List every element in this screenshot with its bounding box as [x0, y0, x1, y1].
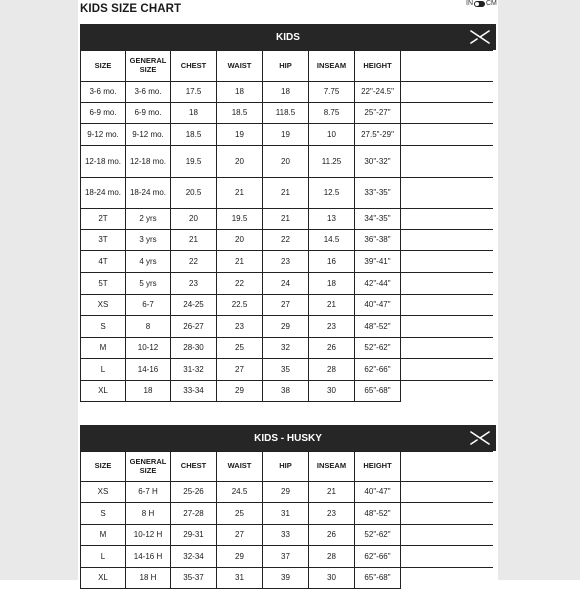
row-spacer	[401, 82, 493, 103]
cell-size: 18-24 mo.	[81, 178, 126, 209]
cell-inseam: 8.75	[309, 103, 355, 124]
cell-height: 27.5"-29"	[355, 124, 401, 146]
husky-section-header	[80, 425, 496, 451]
cell-hip: 21	[263, 178, 309, 209]
cell-size: XL	[81, 568, 126, 589]
table-row	[81, 251, 493, 273]
table-row	[81, 525, 493, 546]
cell-chest: 29-31	[171, 525, 217, 546]
cell-height: 62"-66"	[355, 546, 401, 568]
cell-inseam: 28	[309, 546, 355, 568]
cell-chest: 33-34	[171, 381, 217, 402]
row-spacer	[401, 230, 493, 251]
cell-general-size: 18 H	[126, 568, 171, 589]
cell-waist: 25	[217, 503, 263, 525]
cell-hip: 18	[263, 82, 309, 103]
cell-inseam: 21	[309, 295, 355, 316]
cell-waist: 24.5	[217, 482, 263, 503]
cell-general-size: 6-7 H	[126, 482, 171, 503]
cell-chest: 27-28	[171, 503, 217, 525]
row-spacer	[401, 381, 493, 402]
cell-waist: 22.5	[217, 295, 263, 316]
cell-height: 52"-62"	[355, 338, 401, 359]
column-header-chest: CHEST	[171, 51, 217, 82]
table-row	[81, 359, 493, 381]
row-spacer	[401, 359, 493, 381]
table-row	[81, 503, 493, 525]
cell-size: 4T	[81, 251, 126, 273]
cell-height: 39"-41"	[355, 251, 401, 273]
cell-height: 40"-47"	[355, 295, 401, 316]
table-row	[81, 178, 493, 209]
cell-hip: 27	[263, 295, 309, 316]
column-header-size: SIZE	[81, 452, 126, 482]
cell-height: 48"-52"	[355, 503, 401, 525]
cell-size: 6-9 mo.	[81, 103, 126, 124]
table-row	[81, 273, 493, 295]
cell-general-size: 3 yrs	[126, 230, 171, 251]
cell-hip: 21	[263, 209, 309, 230]
cell-chest: 25-26	[171, 482, 217, 503]
cell-waist: 27	[217, 525, 263, 546]
cell-chest: 35-37	[171, 568, 217, 589]
row-spacer	[401, 103, 493, 124]
row-spacer	[401, 178, 493, 209]
row-spacer	[401, 525, 493, 546]
brand-logo-icon	[470, 429, 490, 447]
row-spacer	[401, 568, 493, 589]
cell-size: S	[81, 316, 126, 338]
cell-height: 34"-35"	[355, 209, 401, 230]
cell-inseam: 30	[309, 568, 355, 589]
cell-waist: 31	[217, 568, 263, 589]
cell-size: M	[81, 525, 126, 546]
cell-inseam: 18	[309, 273, 355, 295]
cell-chest: 20.5	[171, 178, 217, 209]
cell-inseam: 26	[309, 525, 355, 546]
column-header-hip: HIP	[263, 51, 309, 82]
cell-waist: 20	[217, 146, 263, 178]
cell-hip: 32	[263, 338, 309, 359]
row-spacer	[401, 316, 493, 338]
column-header-size: SIZE	[81, 51, 126, 82]
cell-chest: 19.5	[171, 146, 217, 178]
unit-in-label: IN	[466, 0, 473, 7]
cell-inseam: 23	[309, 503, 355, 525]
table-row	[81, 316, 493, 338]
row-spacer	[401, 209, 493, 230]
table-row	[81, 295, 493, 316]
table-row	[81, 146, 493, 178]
cell-chest: 26-27	[171, 316, 217, 338]
row-spacer	[401, 546, 493, 568]
cell-size: 5T	[81, 273, 126, 295]
cell-general-size: 8	[126, 316, 171, 338]
cell-inseam: 13	[309, 209, 355, 230]
table-row	[81, 230, 493, 251]
cell-height: 36"-38"	[355, 230, 401, 251]
cell-waist: 21	[217, 251, 263, 273]
unit-toggle[interactable]	[466, 0, 497, 7]
cell-hip: 35	[263, 359, 309, 381]
table-row	[81, 103, 493, 124]
cell-inseam: 26	[309, 338, 355, 359]
cell-inseam: 11.25	[309, 146, 355, 178]
husky-section-title: KIDS - HUSKY	[254, 432, 322, 444]
cell-size: 9-12 mo.	[81, 124, 126, 146]
cell-general-size: 18-24 mo.	[126, 178, 171, 209]
cell-hip: 19	[263, 124, 309, 146]
cell-inseam: 16	[309, 251, 355, 273]
cell-waist: 29	[217, 546, 263, 568]
cell-waist: 18.5	[217, 103, 263, 124]
cell-general-size: 5 yrs	[126, 273, 171, 295]
cell-size: 2T	[81, 209, 126, 230]
cell-height: 25"-27"	[355, 103, 401, 124]
cell-hip: 31	[263, 503, 309, 525]
cell-inseam: 7.75	[309, 82, 355, 103]
table-row	[81, 482, 493, 503]
cell-general-size: 9-12 mo.	[126, 124, 171, 146]
row-spacer	[401, 482, 493, 503]
page-title: KIDS SIZE CHART	[80, 3, 182, 15]
cell-chest: 20	[171, 209, 217, 230]
cell-chest: 18	[171, 103, 217, 124]
cell-height: 65"-68"	[355, 381, 401, 402]
cell-size: M	[81, 338, 126, 359]
cell-waist: 22	[217, 273, 263, 295]
table-header-row	[81, 51, 493, 82]
cell-hip: 38	[263, 381, 309, 402]
cell-general-size: 14-16 H	[126, 546, 171, 568]
cell-chest: 17.5	[171, 82, 217, 103]
row-spacer	[401, 273, 493, 295]
cell-waist: 19.5	[217, 209, 263, 230]
cell-general-size: 8 H	[126, 503, 171, 525]
cell-general-size: 6-7	[126, 295, 171, 316]
table-row	[81, 124, 493, 146]
row-spacer	[401, 251, 493, 273]
husky-size-table	[80, 451, 493, 589]
cell-height: 40"-47"	[355, 482, 401, 503]
cell-inseam: 30	[309, 381, 355, 402]
row-spacer	[401, 124, 493, 146]
cell-height: 42"-44"	[355, 273, 401, 295]
cell-general-size: 3-6 mo.	[126, 82, 171, 103]
cell-general-size: 18	[126, 381, 171, 402]
cell-general-size: 4 yrs	[126, 251, 171, 273]
row-spacer	[401, 503, 493, 525]
cell-general-size: 10-12	[126, 338, 171, 359]
cell-general-size: 6-9 mo.	[126, 103, 171, 124]
kids-size-table	[80, 50, 493, 402]
cell-hip: 20	[263, 146, 309, 178]
row-spacer	[401, 146, 493, 178]
cell-general-size: 10-12 H	[126, 525, 171, 546]
table-row	[81, 209, 493, 230]
cell-waist: 29	[217, 381, 263, 402]
cell-chest: 24-25	[171, 295, 217, 316]
cell-inseam: 10	[309, 124, 355, 146]
cell-hip: 37	[263, 546, 309, 568]
cell-chest: 18.5	[171, 124, 217, 146]
column-header-height: HEIGHT	[355, 452, 401, 482]
cell-size: XL	[81, 381, 126, 402]
header-spacer	[401, 51, 493, 82]
cell-size: 12-18 mo.	[81, 146, 126, 178]
cell-height: 48"-52"	[355, 316, 401, 338]
cell-inseam: 28	[309, 359, 355, 381]
cell-waist: 20	[217, 230, 263, 251]
cell-height: 22"-24.5"	[355, 82, 401, 103]
cell-height: 30"-32"	[355, 146, 401, 178]
table-header-row	[81, 452, 493, 482]
table-row	[81, 568, 493, 589]
column-header-general-size: GENERAL SIZE	[126, 51, 171, 82]
cell-waist: 21	[217, 178, 263, 209]
cell-inseam: 23	[309, 316, 355, 338]
cell-size: S	[81, 503, 126, 525]
cell-general-size: 2 yrs	[126, 209, 171, 230]
cell-height: 33"-35"	[355, 178, 401, 209]
column-header-inseam: INSEAM	[309, 51, 355, 82]
kids-section-title: KIDS	[276, 31, 300, 43]
cell-hip: 24	[263, 273, 309, 295]
cell-chest: 28-30	[171, 338, 217, 359]
cell-height: 62"-66"	[355, 359, 401, 381]
cell-hip: 33	[263, 525, 309, 546]
cell-inseam: 12.5	[309, 178, 355, 209]
cell-hip: 23	[263, 251, 309, 273]
column-header-hip: HIP	[263, 452, 309, 482]
unit-cm-label: CM	[486, 0, 497, 7]
cell-size: 3-6 mo.	[81, 82, 126, 103]
brand-logo-icon	[470, 28, 490, 46]
cell-chest: 31-32	[171, 359, 217, 381]
cell-chest: 22	[171, 251, 217, 273]
row-spacer	[401, 338, 493, 359]
kids-section-header	[80, 24, 496, 50]
cell-waist: 23	[217, 316, 263, 338]
row-spacer	[401, 295, 493, 316]
column-header-waist: WAIST	[217, 452, 263, 482]
cell-waist: 25	[217, 338, 263, 359]
cell-hip: 22	[263, 230, 309, 251]
cell-inseam: 14.5	[309, 230, 355, 251]
table-row	[81, 381, 493, 402]
cell-waist: 18	[217, 82, 263, 103]
cell-chest: 32-34	[171, 546, 217, 568]
cell-waist: 27	[217, 359, 263, 381]
cell-hip: 39	[263, 568, 309, 589]
header-spacer	[401, 452, 493, 482]
cell-chest: 21	[171, 230, 217, 251]
cell-height: 65"-68"	[355, 568, 401, 589]
column-header-chest: CHEST	[171, 452, 217, 482]
column-header-inseam: INSEAM	[309, 452, 355, 482]
cell-general-size: 14-16	[126, 359, 171, 381]
table-row	[81, 546, 493, 568]
column-header-height: HEIGHT	[355, 51, 401, 82]
cell-size: XS	[81, 295, 126, 316]
table-row	[81, 338, 493, 359]
cell-hip: 29	[263, 482, 309, 503]
cell-height: 52"-62"	[355, 525, 401, 546]
unit-switch[interactable]	[474, 1, 485, 7]
table-row	[81, 82, 493, 103]
cell-size: L	[81, 359, 126, 381]
column-header-waist: WAIST	[217, 51, 263, 82]
cell-hip: 118.5	[263, 103, 309, 124]
column-header-general-size: GENERAL SIZE	[126, 452, 171, 482]
cell-size: XS	[81, 482, 126, 503]
cell-size: L	[81, 546, 126, 568]
cell-waist: 19	[217, 124, 263, 146]
cell-general-size: 12-18 mo.	[126, 146, 171, 178]
cell-inseam: 21	[309, 482, 355, 503]
cell-hip: 29	[263, 316, 309, 338]
cell-chest: 23	[171, 273, 217, 295]
cell-size: 3T	[81, 230, 126, 251]
